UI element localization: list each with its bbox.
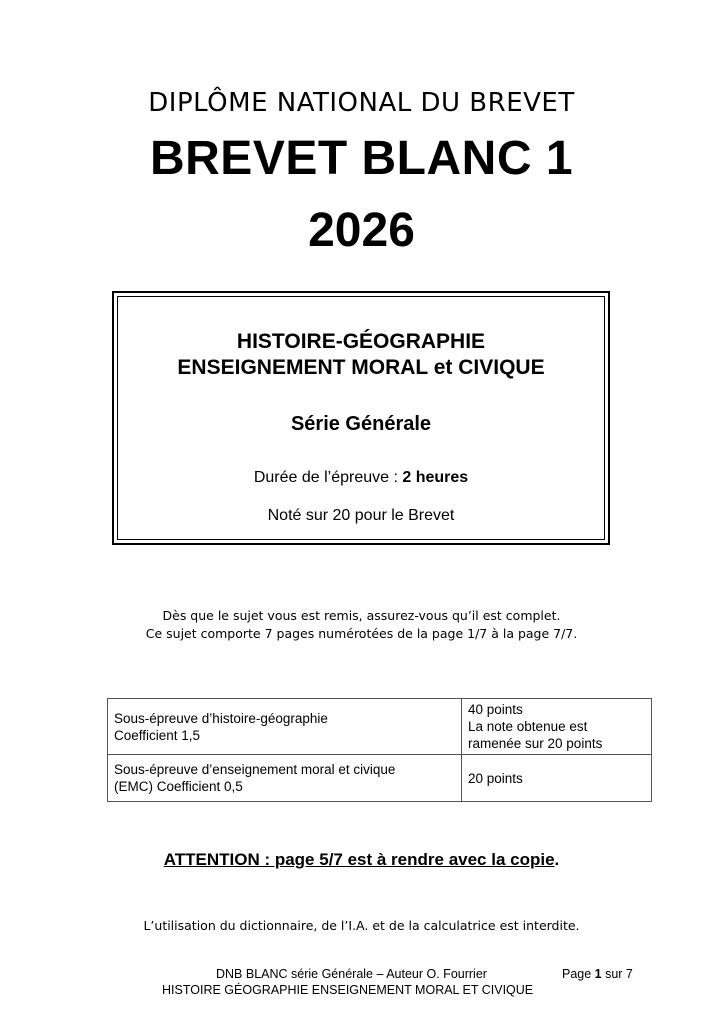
table-row — [108, 755, 652, 802]
page-number: 1 — [594, 967, 602, 981]
page-suffix: sur 7 — [601, 967, 633, 981]
table-cell-points — [462, 699, 652, 755]
scoring-table — [107, 698, 652, 802]
cell-text: 20 points — [468, 770, 523, 786]
cell-text: La note obtenue est — [468, 719, 588, 734]
subject-box-inner-border — [117, 296, 605, 540]
cell-text: ramenée sur 20 points — [468, 736, 603, 751]
duration-prefix: Durée de l’épreuve : — [253, 469, 403, 486]
instruction-line-1: Dès que le sujet vous est remis, assurez-vous qu’il est complet. — [162, 608, 561, 623]
attention-notice — [0, 850, 723, 870]
duration-line — [118, 469, 604, 487]
footer-subject-line: HISTOIRE GÉOGRAPHIE ENSEIGNEMENT MORAL ET CIVIQUE — [162, 983, 534, 997]
cell-text: Coefficient 1,5 — [114, 727, 201, 743]
exam-title: BREVET BLANC 1 — [149, 132, 574, 185]
footer-author-line: DNB BLANC série Générale – Auteur O. Fourrier — [216, 967, 487, 981]
footer-page-number — [562, 967, 633, 981]
table-row — [108, 699, 652, 755]
cell-text: (EMC) Coefficient 0,5 — [114, 779, 243, 794]
exam-year: 2026 — [308, 204, 415, 257]
table-cell-points — [462, 755, 652, 802]
cell-text: Sous-épreuve d’histoire-géographie — [114, 710, 328, 726]
serie-label: Série Générale — [290, 413, 432, 435]
cell-text: Sous-épreuve d’enseignement moral et civique — [114, 762, 396, 777]
attention-trailing: . — [554, 850, 560, 869]
table-cell-subtest — [108, 755, 462, 802]
subject-box — [112, 291, 610, 545]
table-cell-subtest — [108, 699, 462, 755]
subject-line-2: ENSEIGNEMENT MORAL et CIVIQUE — [177, 356, 545, 379]
page-prefix: Page — [562, 967, 595, 981]
cell-text: 40 points — [468, 702, 523, 717]
grading-line: Noté sur 20 pour le Brevet — [267, 507, 455, 524]
instruction-line-2: Ce sujet comporte 7 pages numérotées de la page 1/7 à la page 7/7. — [145, 626, 578, 641]
prohibited-items-notice: L’utilisation du dictionnaire, de l’I.A. et de la calculatrice est interdite. — [143, 918, 580, 933]
attention-underlined-text: ATTENTION : page 5/7 est à rendre avec la copie — [163, 850, 555, 869]
subject-line-1: HISTOIRE-GÉOGRAPHIE — [236, 330, 486, 353]
diploma-title: DIPLÔME NATIONAL DU BREVET — [148, 88, 575, 118]
duration-value: 2 heures — [402, 469, 469, 486]
